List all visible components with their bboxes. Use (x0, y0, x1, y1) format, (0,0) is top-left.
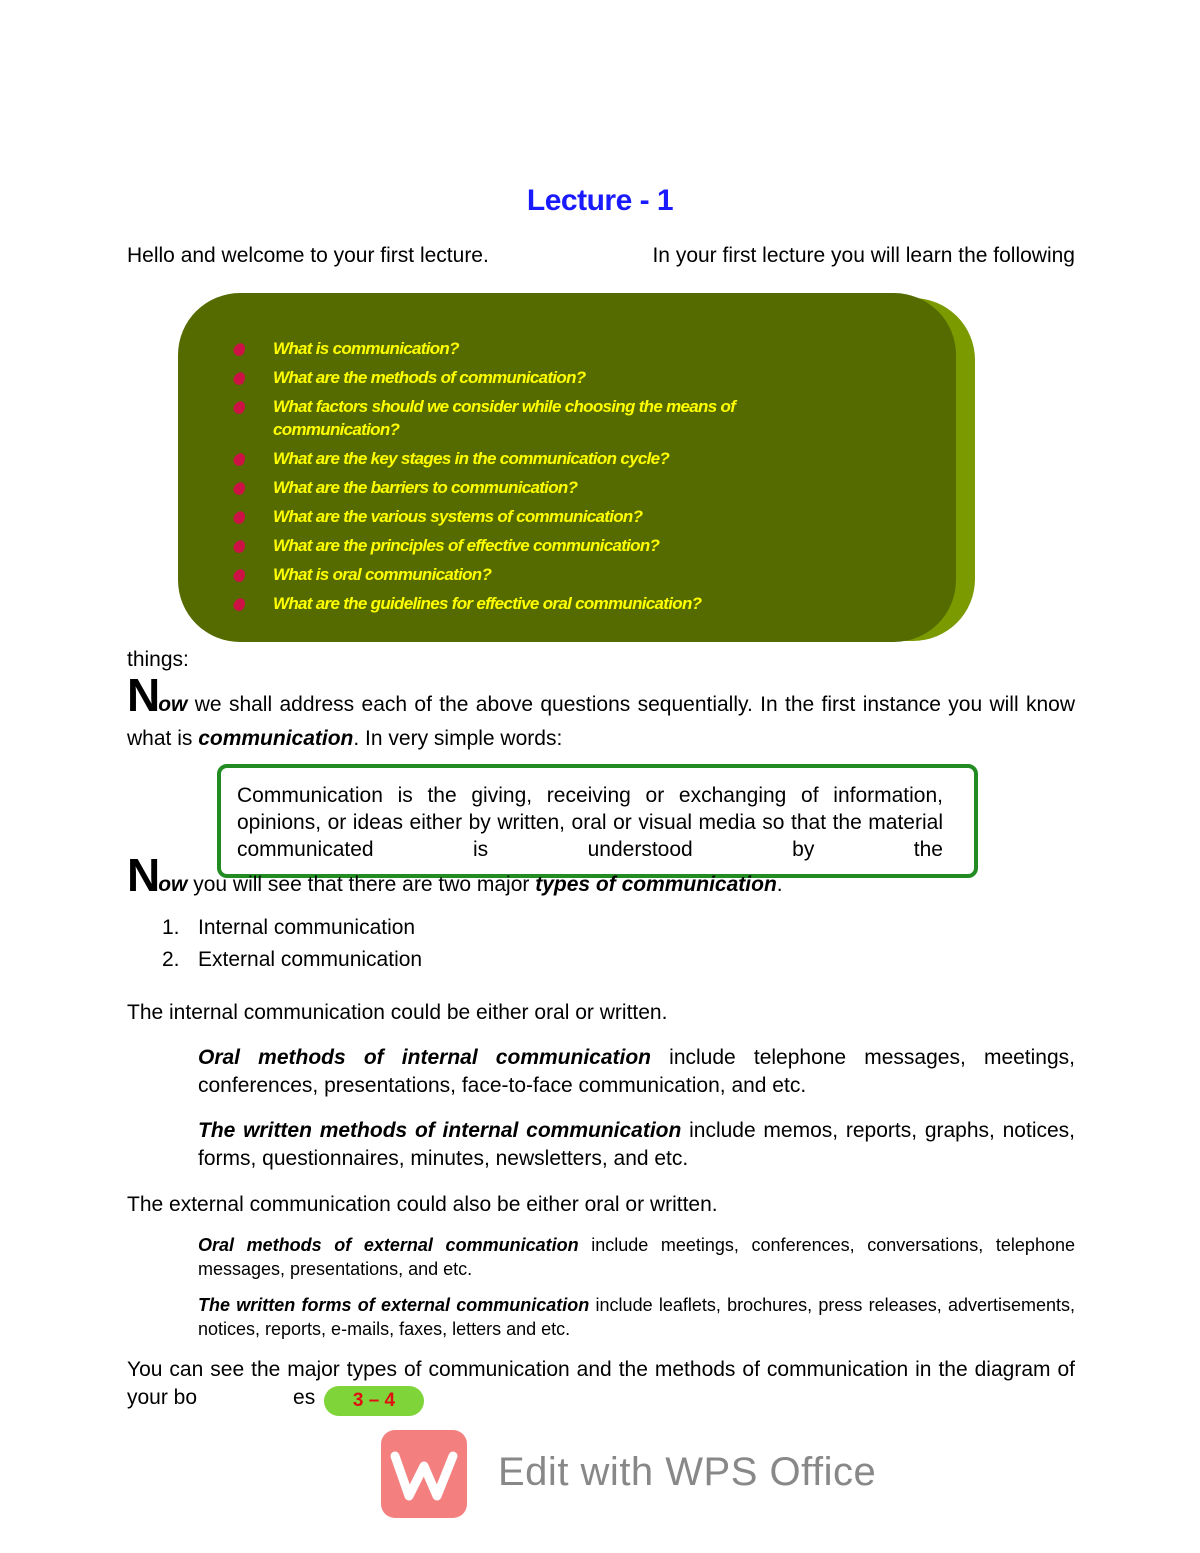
drop-cap-rest: ow (158, 873, 188, 896)
closing-paragraph (127, 1356, 1075, 1412)
wps-w-icon (381, 1430, 467, 1518)
leaf-bullet-icon (231, 370, 247, 387)
topic-item: What are the methods of communication? (230, 366, 830, 389)
term-types-of-communication: types of communication (535, 873, 777, 896)
drop-cap: N (127, 669, 159, 721)
topic-item: What are the various systems of communication? (230, 505, 830, 528)
topic-item: What is oral communication? (230, 563, 830, 586)
internal-written-text: include memos, reports, graphs, notices, forms, questionnaires, minutes, newsletters, and etc. (198, 1119, 1075, 1170)
internal-oral (198, 1044, 1075, 1100)
internal-intro: The internal communication could be either oral or written. (127, 1001, 668, 1024)
leaf-bullet-icon (231, 538, 247, 555)
wps-logo[interactable] (381, 1430, 467, 1518)
leaf-bullet-icon (231, 567, 247, 584)
external-oral-text: include meetings, conferences, conversations, telephone messages, presentations, and etc. (198, 1235, 1075, 1279)
wps-edit-link[interactable]: Edit with WPS Office (498, 1450, 877, 1494)
closing-text-end: es (293, 1386, 316, 1409)
internal-written-term: The written methods of internal communication (198, 1119, 682, 1142)
topic-item: What are the barriers to communication? (230, 476, 830, 499)
leaf-bullet-icon (231, 596, 247, 613)
topics-list (230, 337, 830, 621)
topic-item: What are the guidelines for effective oral communication? (230, 592, 830, 615)
internal-written (198, 1117, 1075, 1173)
external-written (198, 1293, 1075, 1341)
leaf-bullet-icon (231, 341, 247, 358)
term-communication: communication (198, 727, 354, 750)
topic-item: What are the key stages in the communication cycle? (230, 447, 830, 470)
topic-item: What factors should we consider while choosing the means of communication? (230, 395, 830, 441)
things-label: things: (127, 648, 189, 671)
intro-left: Hello and welcome to your first lecture. (127, 244, 489, 267)
external-oral-term: Oral methods of external communication (198, 1235, 579, 1255)
external-oral (198, 1233, 1075, 1281)
now1-text-end: . In very simple words: (353, 727, 563, 750)
leaf-bullet-icon (231, 399, 247, 416)
now-paragraph-2 (127, 849, 1075, 902)
internal-oral-term: Oral methods of internal communication (198, 1046, 651, 1069)
topic-item: What is communication? (230, 337, 830, 360)
now-paragraph-1 (127, 669, 1075, 756)
now1-text: we shall address each of the above questions sequentially. In the first instance you will know what is (127, 693, 1075, 750)
leaf-bullet-icon (231, 480, 247, 497)
leaf-bullet-icon (231, 451, 247, 468)
intro-right: In your first lecture you will learn the following (652, 244, 1075, 267)
now2-text: you will see that there are two major (187, 873, 536, 896)
external-written-text: include leaflets, brochures, press releases, advertisements, notices, reports, e-mails, faxes, letters and etc. (198, 1295, 1076, 1339)
types-item: 2. External communication (162, 948, 423, 971)
external-written-term: The written forms of external communication (198, 1295, 590, 1315)
topics-box (178, 293, 956, 642)
closing-text: You can see the major types of communication and the methods of communication in the diagram of your bo (127, 1358, 1075, 1409)
definition-text: Communication is the giving, receiving or exchanging of information, opinions, or ideas either by written, oral or visual media so that the material communicated is understood by the (237, 784, 943, 861)
internal-oral-text: include telephone messages, meetings, conferences, presentations, face-to-face communication, and etc. (198, 1046, 1076, 1097)
types-item: 1. Internal communication (162, 916, 416, 939)
drop-cap-rest: ow (158, 693, 188, 716)
external-intro: The external communication could also be either oral or written. (127, 1193, 718, 1216)
topic-item: What are the principles of effective communication? (230, 534, 830, 557)
now2-text-end: . (776, 873, 783, 896)
drop-cap: N (127, 849, 159, 901)
page-range-badge: 3 – 4 (324, 1386, 424, 1416)
types-list (162, 912, 422, 976)
leaf-bullet-icon (231, 509, 247, 526)
page-title: Lecture - 1 (526, 184, 674, 217)
